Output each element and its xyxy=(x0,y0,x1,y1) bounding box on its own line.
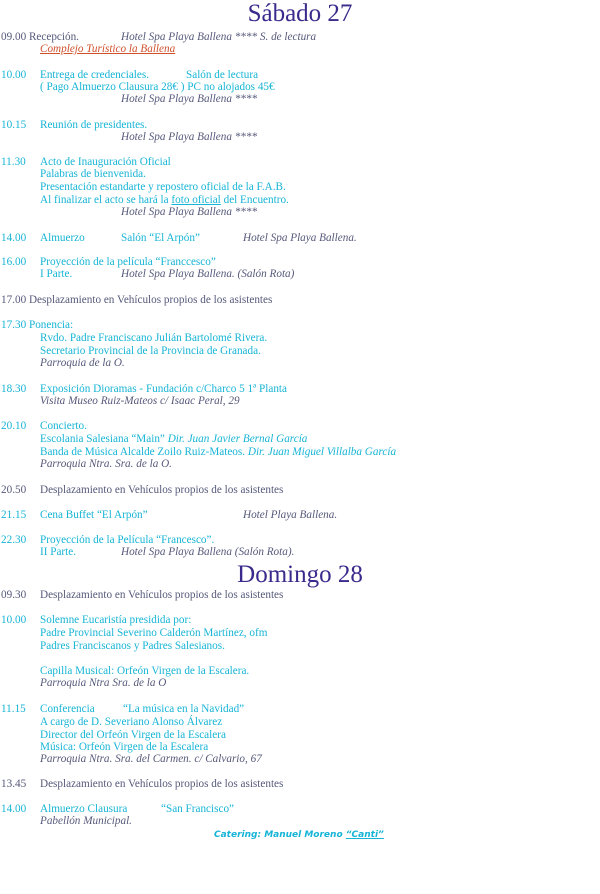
sun-desplazamiento-1-text: Desplazamiento en Vehículos propios de los asistentes xyxy=(40,589,284,601)
sun-conferencia-text: Conferencia xyxy=(40,703,95,715)
sat-credenciales-time: 10.00 xyxy=(1,69,27,81)
sat-line-cena xyxy=(1,509,338,522)
sun-parroquia-carmen: Parroquia Ntra. Sra. del Carmen. c/ Calvario, 67 xyxy=(40,753,262,765)
sat-banda-director: Dir. Juan Miguel Villalba García xyxy=(247,446,397,458)
sat-pelicula-1-time: 16.00 xyxy=(1,256,27,268)
sat-concierto-text: Concierto. xyxy=(40,420,87,432)
sat-place-3: Hotel Spa Playa Ballena **** xyxy=(121,206,258,218)
sat-line-concierto xyxy=(1,420,87,433)
sat-banda-text: Banda de Música Alcalde Zoilo Ruiz-Mateos. xyxy=(40,446,246,458)
sun-almuerzo-room: “San Francisco” xyxy=(161,803,235,815)
sat-almuerzo-time: 14.00 xyxy=(1,232,27,244)
sat-line-parte-1 xyxy=(40,268,295,281)
sat-line-credenciales xyxy=(1,69,259,82)
catering-name-link[interactable]: “Canti” xyxy=(345,830,384,840)
sat-desplazamiento-2-time: 20.50 xyxy=(1,484,27,496)
sat-pelicula-2-time: 22.30 xyxy=(1,534,27,546)
sat-parte-1-place: Hotel Spa Playa Ballena. (Salón Rota) xyxy=(121,268,295,280)
sun-conferencia-time: 11.15 xyxy=(1,703,26,715)
saturday-title: Sábado 27 xyxy=(247,0,353,27)
sat-inauguracion-text: Acto de Inauguración Oficial xyxy=(40,156,171,168)
sat-pelicula-1-text: Proyección de la película “Franccesco” xyxy=(40,256,216,268)
sat-dioramas-text: Exposición Dioramas - Fundación c/Charco 5 1ª Planta xyxy=(40,383,287,395)
sun-conferencia-title: “La música en la Navidad” xyxy=(123,703,245,715)
sat-inauguracion-time: 11.30 xyxy=(1,156,26,168)
sun-line-desplazamiento-2 xyxy=(1,778,284,791)
sat-ponencia: 17.30 Ponencia: xyxy=(1,319,74,331)
sat-museo: Visita Museo Ruiz-Mateos c/ Isaac Peral, 29 xyxy=(40,395,240,407)
sun-a-cargo: A cargo de D. Severiano Alonso Álvarez xyxy=(40,716,223,728)
sat-presidentes-time: 10.15 xyxy=(1,119,27,131)
sat-escolania-director: Dir. Juan Javier Bernal García xyxy=(167,433,308,445)
catering-label: Catering: Manuel Moreno xyxy=(214,830,346,840)
sat-line-pelicula-2 xyxy=(1,534,215,547)
sat-bienvenida: Palabras de bienvenida. xyxy=(40,168,146,180)
sun-almuerzo-time: 14.00 xyxy=(1,803,27,815)
sun-eucaristia-time: 10.00 xyxy=(1,614,27,626)
sun-capilla-musical: Capilla Musical: Orfeón Virgen de la Escalera. xyxy=(40,665,250,677)
sat-place-1: Hotel Spa Playa Ballena **** xyxy=(121,93,258,105)
sun-musica: Música: Orfeón Virgen de la Escalera xyxy=(40,741,209,753)
sat-reception-place: Hotel Spa Playa Ballena **** S. de lectura xyxy=(121,31,317,43)
sat-line-presidentes xyxy=(1,119,148,132)
sun-line-desplazamiento-1 xyxy=(1,589,284,602)
sat-parroquia-o-1: Parroquia de la O. xyxy=(40,357,125,369)
sun-line-almuerzo-clausura xyxy=(1,803,235,816)
sat-foto-before: Al finalizar el acto se hará la xyxy=(40,194,172,206)
sat-line-desplazamiento-2 xyxy=(1,484,284,497)
sat-ponente: Rvdo. Padre Franciscano Julián Bartolomé Rivera. xyxy=(40,332,268,344)
sat-cena-text: Cena Buffet “El Arpón” xyxy=(40,509,148,521)
sat-almuerzo-place: Hotel Spa Playa Ballena. xyxy=(243,232,357,244)
sat-almuerzo-room: Salón “El Arpón” xyxy=(121,232,200,244)
sat-cena-place: Hotel Playa Ballena. xyxy=(243,509,338,521)
sat-estandarte: Presentación estandarte y repostero oficial de la F.A.B. xyxy=(40,181,286,193)
catering-credit xyxy=(214,829,384,842)
sat-desplazamiento-1: 17.00 Desplazamiento en Vehículos propios de los asistentes xyxy=(1,294,273,306)
sat-line-inauguracion xyxy=(1,156,171,169)
sat-ponente-cargo: Secretario Provincial de la Provincia de Granada. xyxy=(40,345,261,357)
sat-place-2: Hotel Spa Playa Ballena **** xyxy=(121,131,258,143)
sat-foto-link[interactable]: foto oficial xyxy=(171,194,221,206)
sat-parte-1-text: I Parte. xyxy=(40,268,73,280)
sat-parte-2-place: Hotel Spa Playa Ballena (Salón Rota). xyxy=(121,546,295,558)
sat-pelicula-2-text: Proyección de la Película “Francesco”. xyxy=(40,534,215,546)
sat-credenciales-room: Salón de lectura xyxy=(186,69,259,81)
sat-foto-after: del Encuentro. xyxy=(220,194,289,206)
sat-desplazamiento-2-text: Desplazamiento en Vehículos propios de los asistentes xyxy=(40,484,284,496)
sat-line-dioramas xyxy=(1,383,287,396)
sat-line-almuerzo xyxy=(1,232,357,245)
sat-almuerzo-text: Almuerzo xyxy=(40,232,85,244)
sun-director-orfeon: Director del Orfeón Virgen de la Escalera xyxy=(40,729,226,741)
sun-pabellon: Pabellón Municipal. xyxy=(40,815,132,827)
sun-desplazamiento-2-time: 13.45 xyxy=(1,778,27,790)
sun-line-conferencia xyxy=(1,703,245,716)
sun-eucaristia-text: Solemne Eucaristía presidida por: xyxy=(40,614,192,626)
sat-line-parte-2 xyxy=(40,546,295,559)
sat-escolania-line xyxy=(40,433,307,446)
sat-pago-note: ( Pago Almuerzo Clausura 28€ ) PC no alojados 45€ xyxy=(40,81,275,93)
sat-parroquia-o-2: Parroquia Ntra. Sra. de la O. xyxy=(40,458,172,470)
sat-concierto-time: 20.10 xyxy=(1,420,27,432)
sat-reception-time: 09.00 Recepción. xyxy=(1,31,79,43)
sat-cena-time: 21.15 xyxy=(1,509,27,521)
sun-line-eucaristia xyxy=(1,614,192,627)
sat-presidentes-text: Reunión de presidentes. xyxy=(40,119,148,131)
sat-credenciales-text: Entrega de credenciales. xyxy=(40,69,150,81)
sat-complejo-link[interactable]: Complejo Turístico la Ballena xyxy=(40,43,176,55)
sat-line-pelicula-1 xyxy=(1,256,216,269)
sun-parroquia-o: Parroquia Ntra Sra. de la O xyxy=(40,677,167,689)
sun-almuerzo-text: Almuerzo Clausura xyxy=(40,803,128,815)
sun-desplazamiento-1-time: 09.30 xyxy=(1,589,27,601)
sun-padre-provincial: Padre Provincial Severino Calderón Martínez, ofm xyxy=(40,627,268,639)
sunday-title: Domingo 28 xyxy=(237,561,363,588)
sun-desplazamiento-2-text: Desplazamiento en Vehículos propios de los asistentes xyxy=(40,778,284,790)
sat-parte-2-text: II Parte. xyxy=(40,546,77,558)
sat-escolania-text: Escolania Salesiana “Main” xyxy=(40,433,165,445)
sat-dioramas-time: 18.30 xyxy=(1,383,27,395)
sun-padres: Padres Franciscanos y Padres Salesianos. xyxy=(40,640,225,652)
